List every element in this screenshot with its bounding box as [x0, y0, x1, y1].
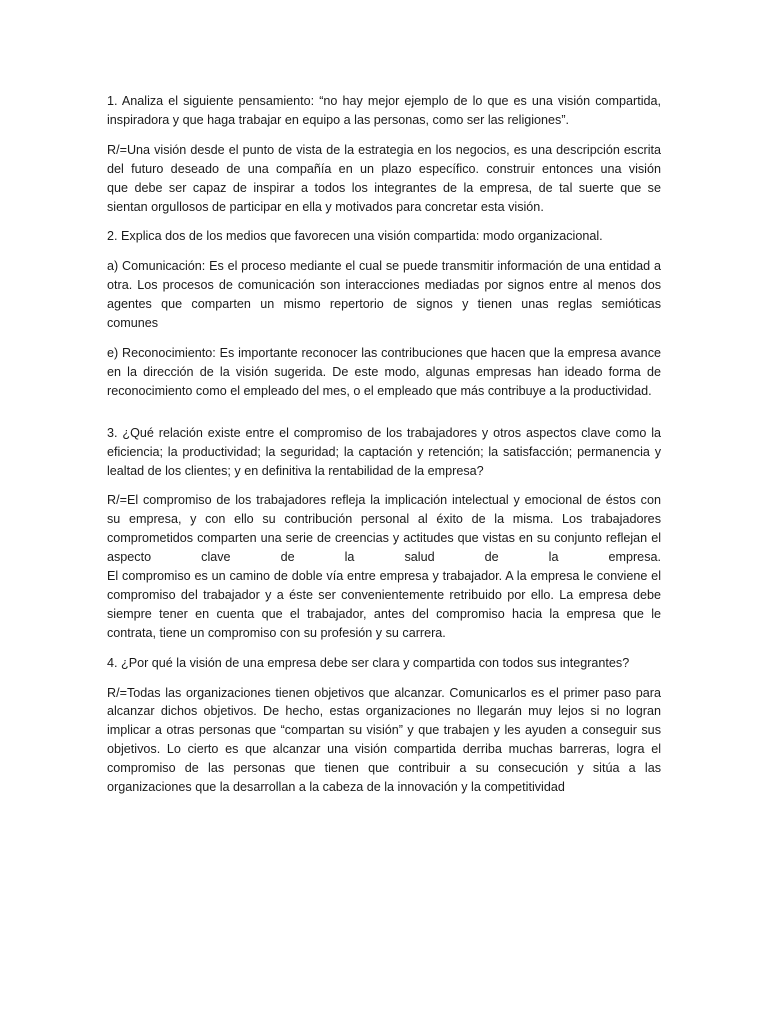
- text-line: alcanzar dichos objetivos. De hecho, estas organizaciones no llegarán muy lejos si no logran: [107, 704, 661, 719]
- text-line: R/=El compromiso de los trabajadores refleja la implicación intelectual y emocional de éstos con: [107, 493, 661, 508]
- text-line: comprometidos comparten una serie de creencias y actitudes que vistas en su conjunto reflejan el: [107, 531, 661, 546]
- text-line: otra. Los procesos de comunicación son interacciones mediadas por signos entre al menos dos: [107, 278, 661, 293]
- paragraph: [107, 491, 661, 642]
- text-line: contrata, tiene un compromiso con su profesión y su carrera.: [107, 625, 446, 640]
- text-line: 2. Explica dos de los medios que favorecen una visión compartida: modo organizacional.: [107, 229, 603, 244]
- text-line: compromiso de las personas que tienen que contribuir a su consecución y sitúa a las: [107, 761, 661, 776]
- text-line: El compromiso es un camino de doble vía entre empresa y trabajador. A la empresa le conviene el: [107, 569, 661, 584]
- paragraph: [107, 344, 661, 401]
- text-line: 3. ¿Qué relación existe entre el compromiso de los trabajadores y otros aspectos clave como la: [107, 425, 661, 440]
- text-line: agentes que comparten un mismo repertorio de signos y tienen unas reglas semióticas: [107, 297, 661, 312]
- text-line: R/=Todas las organizaciones tienen objetivos que alcanzar. Comunicarlos es el primer paso para: [107, 685, 661, 700]
- text-line: 1. Analiza el siguiente pensamiento: “no hay mejor ejemplo de lo que es una visión compartida,: [107, 94, 661, 108]
- paragraph: [107, 424, 661, 481]
- paragraph: [107, 684, 661, 797]
- text-line: 4. ¿Por qué la visión de una empresa debe ser clara y compartida con todos sus integrantes?: [107, 655, 630, 670]
- text-line: que debe ser capaz de inspirar a todos los integrantes de la empresa, de tal suerte que se: [107, 180, 661, 195]
- text-line: objetivos. Lo cierto es que alcanzar una visión compartida derriba muchas barreras, logra el: [107, 742, 661, 757]
- text-line: inspiradora y que haga trabajar en equipo a las personas, como ser las religiones”.: [107, 112, 570, 127]
- text-line: a) Comunicación: Es el proceso mediante el cual se puede transmitir información de una entidad a: [107, 259, 661, 274]
- text-line: del futuro deseado de una compañía en un plazo específico. construir entonces una visión: [107, 161, 661, 176]
- text-line: lealtad de los clientes; y en definitiva la rentabilidad de la empresa?: [107, 463, 484, 478]
- text-line: reconocimiento como el empleado del mes, o el empleado que más contribuye a la productividad.: [107, 383, 652, 398]
- text-line: implicar a otras personas que “compartan su visión” y que trabajen y les ayuden a conseguir sus: [107, 723, 661, 738]
- text-line: comunes: [107, 316, 159, 331]
- text-line: R/=Una visión desde el punto de vista de la estrategia en los negocios, es una descripción escrita: [107, 142, 661, 157]
- paragraph: [107, 92, 661, 130]
- paragraph: [107, 141, 661, 217]
- text-line: su empresa, y con ello su contribución personal al éxito de la misma. Los trabajadores: [107, 512, 661, 527]
- text-line: en la dirección de la visión sugerida. De este modo, algunas empresas han ideado forma de: [107, 364, 661, 379]
- text-line: e) Reconocimiento: Es importante reconocer las contribuciones que hacen que la empresa avance: [107, 345, 661, 360]
- paragraph: [107, 257, 661, 333]
- text-line: siempre tener en cuenta que el trabajador, antes del compromiso hacia la empresa que le: [107, 606, 661, 621]
- text-line: compromiso del trabajador y a éste ser convenientemente retribuido por ello. La empresa debe: [107, 587, 661, 602]
- text-line: eficiencia; la productividad; la seguridad; la captación y retención; la satisfacción; permanencia y: [107, 444, 661, 459]
- paragraph: [107, 654, 661, 673]
- document-body: [107, 92, 661, 808]
- text-line: sientan orgullosos de participar en ella y motivados para concretar esta visión.: [107, 199, 544, 214]
- paragraph: [107, 227, 661, 246]
- text-line: aspecto clave de la salud de la empresa.: [107, 550, 661, 565]
- text-line: organizaciones que la desarrollan a la cabeza de la innovación y la competitividad: [107, 780, 565, 795]
